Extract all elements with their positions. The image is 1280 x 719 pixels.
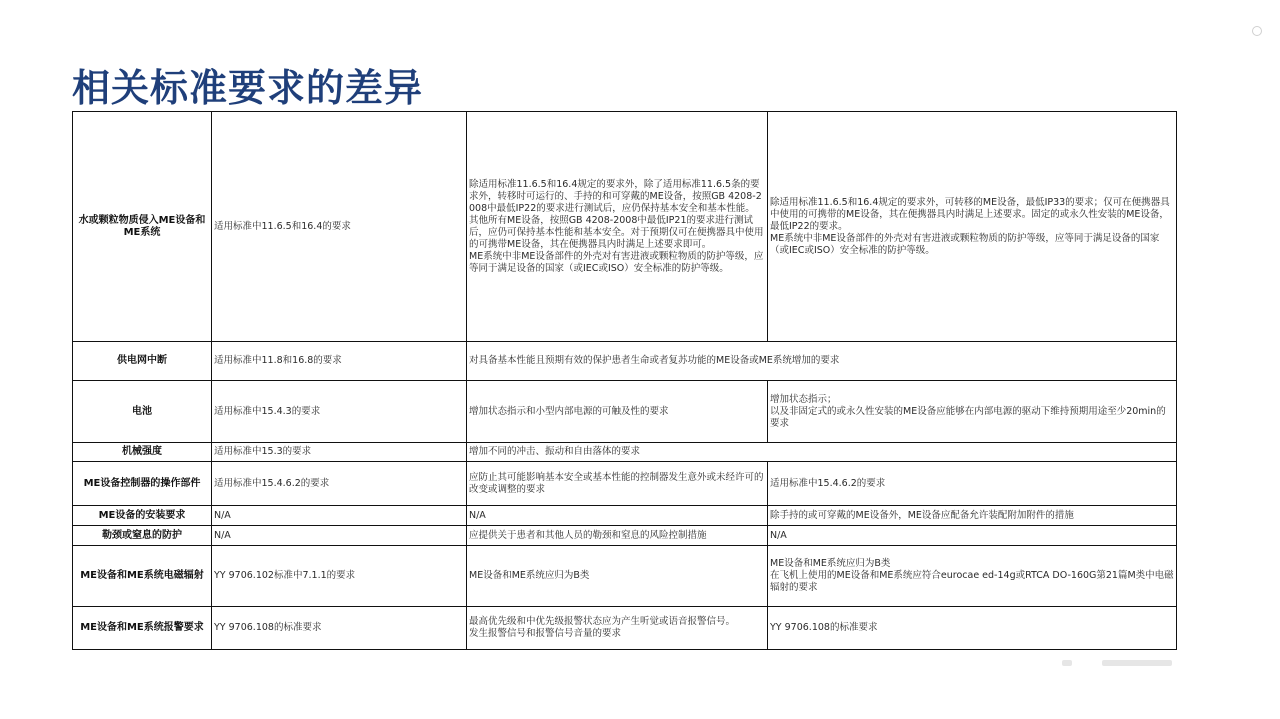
- table-row: [73, 526, 1177, 546]
- cell-paragraph: 在飞机上使用的ME设备和ME系统应符合eurocae ed-14g或RTCA DO-160G第21篇M类中电磁辐射的要求: [770, 570, 1174, 593]
- cell-paragraph: 除手持的或可穿戴的ME设备外，ME设备应配备允许装配附加附件的措施: [770, 509, 1074, 521]
- cell-paragraph: N/A: [469, 509, 486, 521]
- table-cell: 适用标准中11.8和16.8的要求: [212, 342, 467, 381]
- table-cell: 适用标准中15.3的要求: [212, 443, 467, 462]
- table-cell: [768, 607, 1177, 650]
- row-header: ME设备和ME系统电磁辐射: [73, 546, 212, 607]
- row-header: ME设备和ME系统报警要求: [73, 607, 212, 650]
- cell-paragraph: 其他所有ME设备，按照GB 4208-2008中最低IP21的要求进行测试后，应仍可保持基本性能和基本安全。对于预期仅可在便携器具中使用的可携带ME设备，其在便携器具内时满足上述要求即可。: [469, 214, 764, 250]
- table-cell: [467, 546, 768, 607]
- table-cell: [768, 546, 1177, 607]
- faint-watermark: [1062, 656, 1182, 670]
- cell-paragraph: 增加状态指示和小型内部电源的可触及性的要求: [469, 405, 669, 417]
- table-row: [73, 342, 1177, 381]
- row-header: 水或颗粒物质侵入ME设备和ME系统: [73, 112, 212, 342]
- table-cell: 适用标准中15.4.3的要求: [212, 381, 467, 443]
- table-cell: [467, 526, 768, 546]
- row-header: ME设备的安装要求: [73, 506, 212, 526]
- row-header: 机械强度: [73, 443, 212, 462]
- row-header: 供电网中断: [73, 342, 212, 381]
- cell-paragraph: ME系统中非ME设备部件的外壳对有害进液或颗粒物质的防护等级，应等同于满足设备的国家（或IEC或ISO）安全标准的防护等级。: [770, 232, 1160, 256]
- cell-paragraph: 除适用标准11.6.5和16.4规定的要求外，除了适用标准11.6.5条的要求外，转移时可运行的、手持的和可穿戴的ME设备，按照GB 4208-2008中最低IP22的要求进行测试后，应仍保持基本安全和基本性能。: [469, 178, 762, 214]
- row-header: ME设备控制器的操作部件: [73, 462, 212, 506]
- cell-paragraph: 最高优先级和中优先级报警状态应为产生听觉或语音报警信号。: [469, 616, 736, 627]
- cell-paragraph: 发生报警信号和报警信号音量的要求: [469, 628, 622, 639]
- row-header: 电池: [73, 381, 212, 443]
- table-row: [73, 443, 1177, 462]
- table-row: [73, 506, 1177, 526]
- cell-paragraph: 应提供关于患者和其他人员的勒颈和窒息的风险控制措施: [469, 529, 707, 541]
- cell-paragraph: ME设备和ME系统应归为B类: [770, 558, 891, 569]
- table-cell-merged: 对具备基本性能且预期有效的保护患者生命或者复苏功能的ME设备或ME系统增加的要求: [467, 342, 1177, 381]
- table-cell: 适用标准中15.4.6.2的要求: [212, 462, 467, 506]
- table-row: [73, 546, 1177, 607]
- corner-decoration: [1252, 26, 1262, 36]
- cell-paragraph: 以及非固定式的或永久性安装的ME设备应能够在内部电源的驱动下维持预期用途至少20min的要求: [770, 405, 1166, 429]
- table-cell-merged: 增加不同的冲击、振动和自由落体的要求: [467, 443, 1177, 462]
- table-cell: [768, 506, 1177, 526]
- table-row: [73, 381, 1177, 443]
- table-row: [73, 607, 1177, 650]
- table-row: [73, 112, 1177, 342]
- table-cell: [467, 112, 768, 342]
- standards-comparison-table: [72, 111, 1177, 650]
- table-cell: N/A: [212, 526, 467, 546]
- cell-paragraph: 除适用标准11.6.5和16.4规定的要求外，可转移的ME设备，最低IP33的要求；仅可在便携器具中使用的可携带的ME设备，其在便携器具内时满足上述要求。固定的或永久性安装的ME设备，最低IP22的要求。: [770, 196, 1170, 232]
- table-cell: [768, 462, 1177, 506]
- cell-paragraph: ME设备和ME系统应归为B类: [469, 570, 590, 581]
- page-title: 相关标准要求的差异: [72, 66, 424, 110]
- cell-paragraph: YY 9706.108的标准要求: [770, 622, 878, 633]
- table-cell: N/A: [212, 506, 467, 526]
- table-cell: [768, 112, 1177, 342]
- table-cell: YY 9706.102标准中7.1.1的要求: [212, 546, 467, 607]
- table-cell: [768, 526, 1177, 546]
- cell-paragraph: 增加状态指示；: [770, 393, 837, 405]
- table-cell: [467, 506, 768, 526]
- table-cell: [467, 607, 768, 650]
- table-cell: [768, 381, 1177, 443]
- cell-paragraph: ME系统中非ME设备部件的外壳对有害进液或颗粒物质的防护等级，应等同于满足设备的国家（或IEC或ISO）安全标准的防护等级。: [469, 250, 764, 274]
- table-cell: [467, 462, 768, 506]
- table-row: [73, 462, 1177, 506]
- cell-paragraph: 应防止其可能影响基本安全或基本性能的控制器发生意外或未经许可的改变或调整的要求: [469, 471, 764, 495]
- table-cell: YY 9706.108的标准要求: [212, 607, 467, 650]
- table-cell: 适用标准中11.6.5和16.4的要求: [212, 112, 467, 342]
- row-header: 勒颈或窒息的防护: [73, 526, 212, 546]
- table-cell: [467, 381, 768, 443]
- cell-paragraph: 适用标准中15.4.6.2的要求: [770, 477, 886, 489]
- cell-paragraph: N/A: [770, 529, 787, 541]
